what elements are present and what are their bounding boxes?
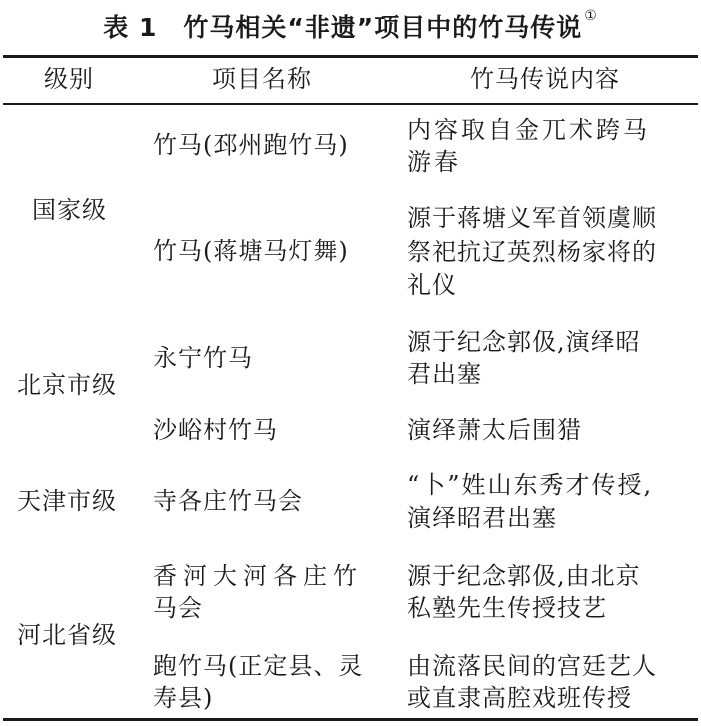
legend-sigezhuang-line1: “卜”姓山东秀才传授, — [407, 471, 654, 499]
legend-jiangtang-line3: 礼仪 — [407, 271, 457, 299]
legend-shayucun: 演绎萧太后围猎 — [407, 416, 582, 444]
project-sigezhuang: 寺各庄竹马会 — [153, 487, 303, 515]
footnote-marker: ① — [584, 8, 598, 24]
level-tianjin: 天津市级 — [17, 487, 117, 515]
project-xianghe-line2: 马会 — [153, 594, 203, 622]
legend-pizhou-line2: 游春 — [407, 148, 461, 176]
header-project: 项目名称 — [212, 65, 312, 93]
legend-jiangtang-line2: 祭祀抗辽英烈杨家将的 — [407, 238, 657, 266]
legend-pizhou-line1: 内容取自金兀术跨马 — [407, 116, 650, 144]
project-jiangtang: 竹马(蒋塘马灯舞) — [153, 237, 349, 265]
header-rule — [3, 103, 698, 105]
project-yongning: 永宁竹马 — [153, 344, 253, 372]
level-hebei: 河北省级 — [17, 621, 117, 649]
legend-sigezhuang-line2: 演绎昭君出塞 — [407, 504, 557, 532]
project-pizhou: 竹马(邳州跑竹马) — [153, 131, 349, 159]
table-title-text: 表 1 竹马相关“非遗”项目中的竹马传说 — [103, 13, 583, 42]
legend-zhengding-line1: 由流落民间的宫廷艺人 — [407, 652, 657, 680]
project-zhengding-line2: 寿县) — [153, 684, 214, 712]
project-xianghe-line1: 香河大河各庄竹 — [153, 562, 363, 590]
legend-xianghe-line2: 私塾先生传授技艺 — [407, 594, 607, 622]
bottom-rule — [3, 718, 698, 721]
project-zhengding-line1: 跑竹马(正定县、灵 — [153, 652, 364, 680]
legend-yongning-line1: 源于纪念郭伋,演绎昭 — [407, 328, 641, 356]
header-legend: 竹马传说内容 — [470, 65, 620, 93]
legend-jiangtang-line1: 源于蒋塘义军首领虞顺 — [407, 204, 657, 232]
table-title — [0, 8, 701, 44]
level-national: 国家级 — [32, 196, 107, 224]
legend-yongning-line2: 君出塞 — [407, 360, 482, 388]
project-shayucun: 沙峪村竹马 — [153, 416, 278, 444]
legend-xianghe-line1: 源于纪念郭伋,由北京 — [407, 562, 641, 590]
header-level: 级别 — [44, 65, 94, 93]
level-beijing: 北京市级 — [17, 371, 117, 399]
legend-zhengding-line2: 或直隶高腔戏班传授 — [407, 684, 632, 712]
top-rule — [3, 55, 698, 58]
